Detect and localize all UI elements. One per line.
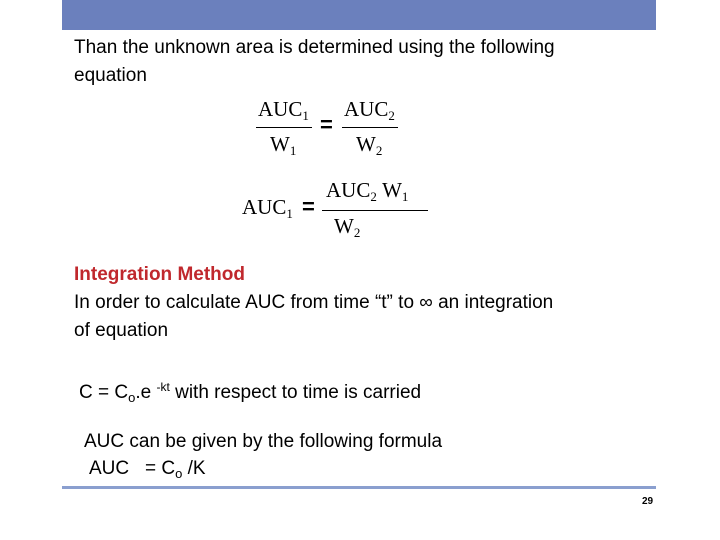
eq1-equals: = — [320, 112, 333, 137]
paragraph-line-2: of equation — [74, 320, 169, 341]
eq1-denominator-left: $W_1$ — [270, 132, 297, 158]
eq2-lhs: $AUC_1$ — [242, 195, 293, 221]
eq1-fraction-line-right — [342, 127, 398, 128]
eq1-numerator-right: $AUC_2$ — [344, 97, 395, 123]
eq2-equals: = — [302, 194, 315, 219]
eq2-fraction-line — [322, 210, 428, 211]
intro-line-2: equation — [74, 65, 147, 86]
eq2-denominator: $W_2$ — [334, 214, 361, 240]
eq2-numerator: $AUC_2$ $W_1$ — [326, 178, 409, 204]
section-heading: Integration Method — [74, 264, 245, 285]
header-bar — [62, 0, 656, 30]
intro-line-1: Than the unknown area is determined using the following — [74, 37, 555, 58]
page-number: 29 — [642, 496, 654, 507]
eq1-denominator-right: $W_2$ — [356, 132, 383, 158]
auc-intro-text: AUC can be given by the following formula — [84, 431, 443, 452]
paragraph-line-1: In order to calculate AUC from time “t” to ∞ an integration — [74, 292, 554, 313]
auc-formula: AUC = $C_o$ /K — [89, 458, 206, 481]
concentration-formula: $C = C_o.e$ $^{-kt}$ with respect to time is carried — [79, 380, 422, 405]
eq1-fraction-line-left — [256, 127, 312, 128]
eq1-numerator-left: $AUC_1$ — [258, 97, 309, 123]
footer-divider — [62, 486, 656, 489]
